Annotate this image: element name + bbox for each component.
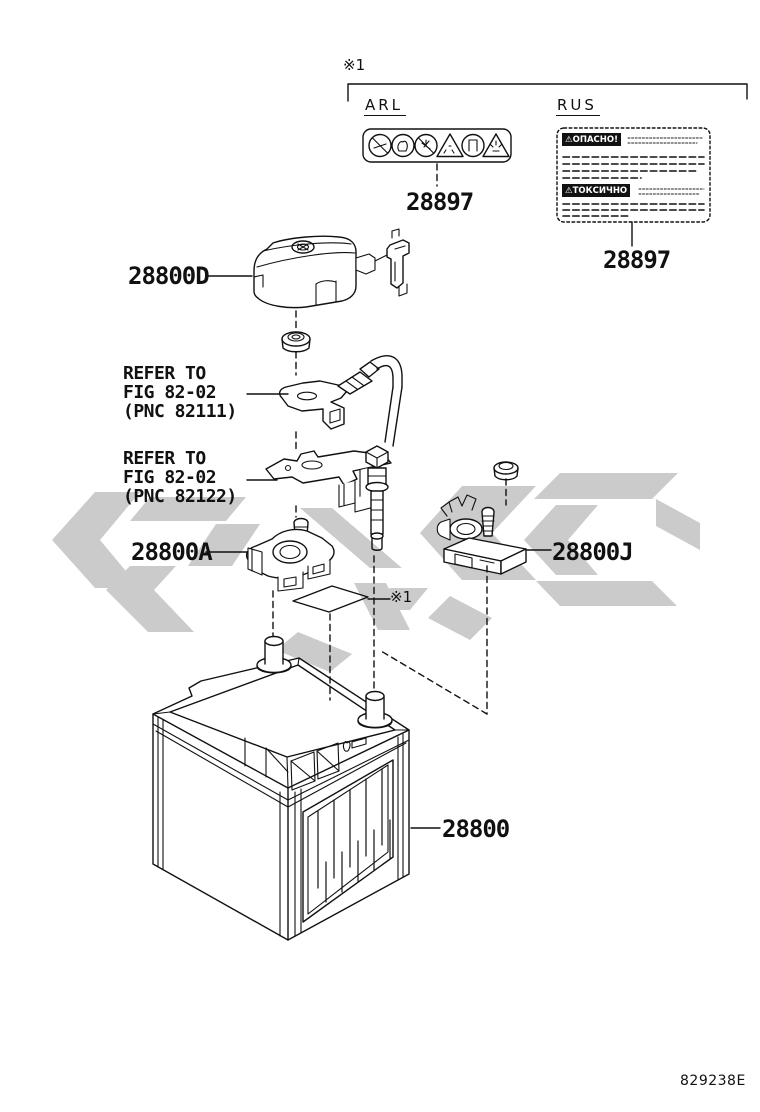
wire-terminal-drawing bbox=[280, 356, 402, 446]
footnote-bracket bbox=[348, 84, 747, 101]
part-number-28897-arl: 28897 bbox=[406, 188, 474, 216]
cross-reference-82111 bbox=[123, 364, 237, 421]
battery-drawing bbox=[153, 637, 409, 941]
acid-warning-icon bbox=[437, 134, 463, 157]
part-number-28897-rus: 28897 bbox=[603, 246, 671, 274]
positive-clamp-drawing bbox=[247, 519, 334, 592]
cross-reference-line: FIG 82-02 bbox=[123, 382, 217, 403]
part-number-28800a: 28800A bbox=[131, 538, 212, 566]
no-smoking-icon bbox=[369, 135, 391, 157]
rus-danger-header: ⚠ОПАСНО! bbox=[562, 133, 621, 146]
footnote-marker-sticker: ※1 bbox=[390, 588, 413, 606]
no-flame-icon bbox=[392, 135, 414, 157]
cross-reference-line: (PNC 82111) bbox=[123, 401, 237, 422]
no-sparks-icon bbox=[415, 135, 437, 157]
arl-warning-label bbox=[363, 129, 511, 162]
cross-reference-82122 bbox=[123, 449, 237, 506]
region-label-rus: RUS bbox=[556, 96, 600, 116]
cross-reference-line: FIG 82-02 bbox=[123, 467, 217, 488]
terminal-nut-drawing bbox=[282, 332, 310, 352]
region-label-arl: ARL bbox=[364, 96, 406, 116]
cross-reference-line: REFER TO bbox=[123, 363, 206, 384]
explosive-gas-icon bbox=[483, 134, 509, 157]
read-instructions-icon bbox=[462, 135, 484, 157]
footnote-marker-top: ※1 bbox=[343, 56, 366, 74]
drawing-number: 829238E bbox=[680, 1073, 746, 1089]
cross-reference-line: (PNC 82122) bbox=[123, 486, 237, 507]
part-number-28800j: 28800J bbox=[552, 538, 633, 566]
caution-sticker-drawing bbox=[293, 586, 368, 612]
rus-toxic-header: ⚠ТОКСИЧНО bbox=[562, 184, 630, 197]
part-number-28800: 28800 bbox=[442, 815, 510, 843]
battery-cover-drawing bbox=[254, 229, 409, 308]
cross-reference-line: REFER TO bbox=[123, 448, 206, 469]
part-number-28800d: 28800D bbox=[128, 262, 209, 290]
